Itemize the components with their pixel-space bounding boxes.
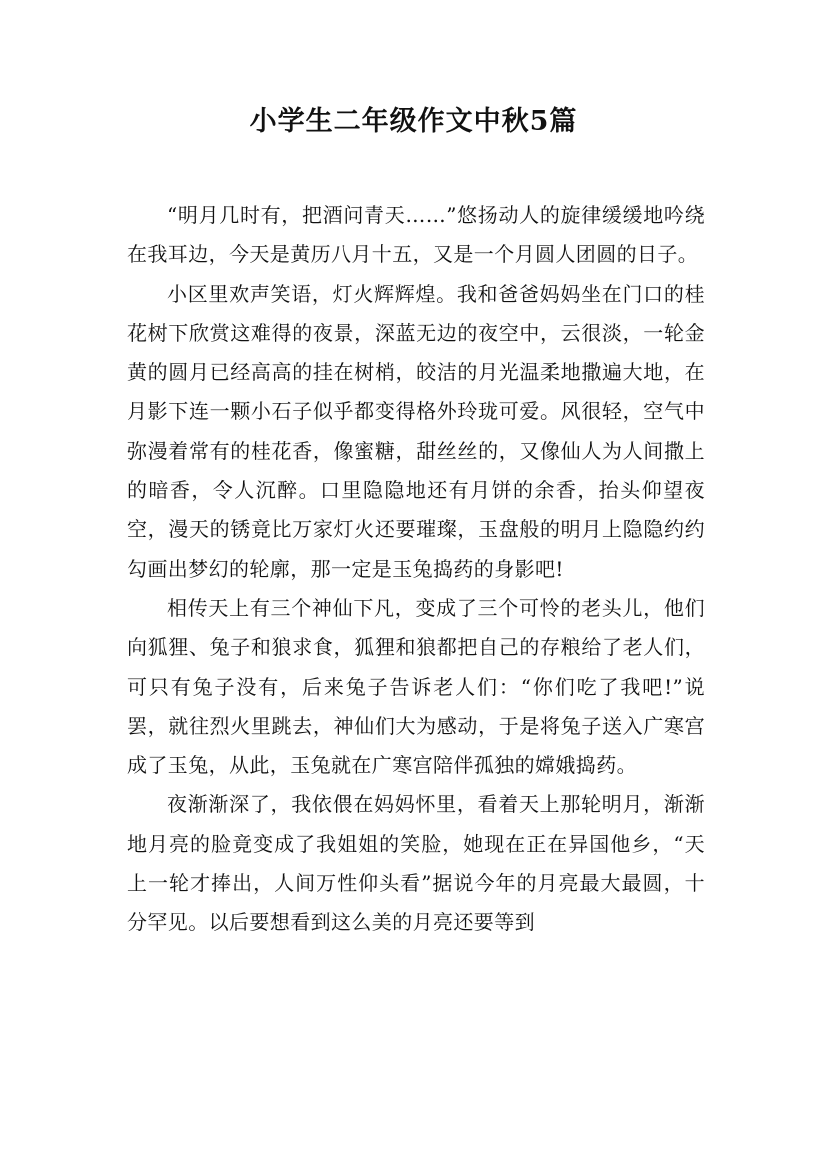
document-body — [127, 196, 705, 943]
paragraph-3: 相传天上有三个神仙下凡，变成了三个可怜的老头儿，他们向狐狸、兔子和狼求食，狐狸和狼都把自己的存粮给了老人们，可只有兔子没有，后来兔子告诉老人们：“你们吃了我吧!”说罢，就往烈火里跳去，神仙们大为感动，于是将兔子送入广寒宫成了玉兔，从此，玉兔就在广寒宫陪伴孤独的嫦娥捣药。 — [127, 595, 705, 778]
paragraph-1: “明月几时有，把酒问青天……”悠扬动人的旋律缓缓地吟绕在我耳边，今天是黄历八月十五，又是一个月圆人团圆的日子。 — [127, 203, 705, 267]
paragraph-4: 夜渐渐深了，我依偎在妈妈怀里，看着天上那轮明月，渐渐地月亮的脸竟变成了我姐姐的笑脸，她现在正在异国他乡，“天上一轮才捧出，人间万性仰头看”据说今年的月亮最大最圆，十分罕见。以后要想看到这么美的月亮还要等到 — [127, 792, 705, 935]
paragraph-2: 小区里欢声笑语，灯火辉辉煌。我和爸爸妈妈坐在门口的桂花树下欣赏这难得的夜景，深蓝无边的夜空中，云很淡，一轮金黄的圆月已经高高的挂在树梢，皎洁的月光温柔地撒遍大地，在月影下连一颗小石子似乎都变得格外玲珑可爱。风很轻，空气中弥漫着常有的桂花香，像蜜糖，甜丝丝的，又像仙人为人间撒上的暗香，令人沉醉。口里隐隐地还有月饼的余香，抬头仰望夜空，漫天的锈竟比万家灯火还要璀璨，玉盘般的明月上隐隐约约勾画出梦幻的轮廓，那一定是玉兔捣药的身影吧! — [127, 281, 705, 581]
document-title: 小学生二年级作文中秋5篇 — [249, 106, 578, 137]
